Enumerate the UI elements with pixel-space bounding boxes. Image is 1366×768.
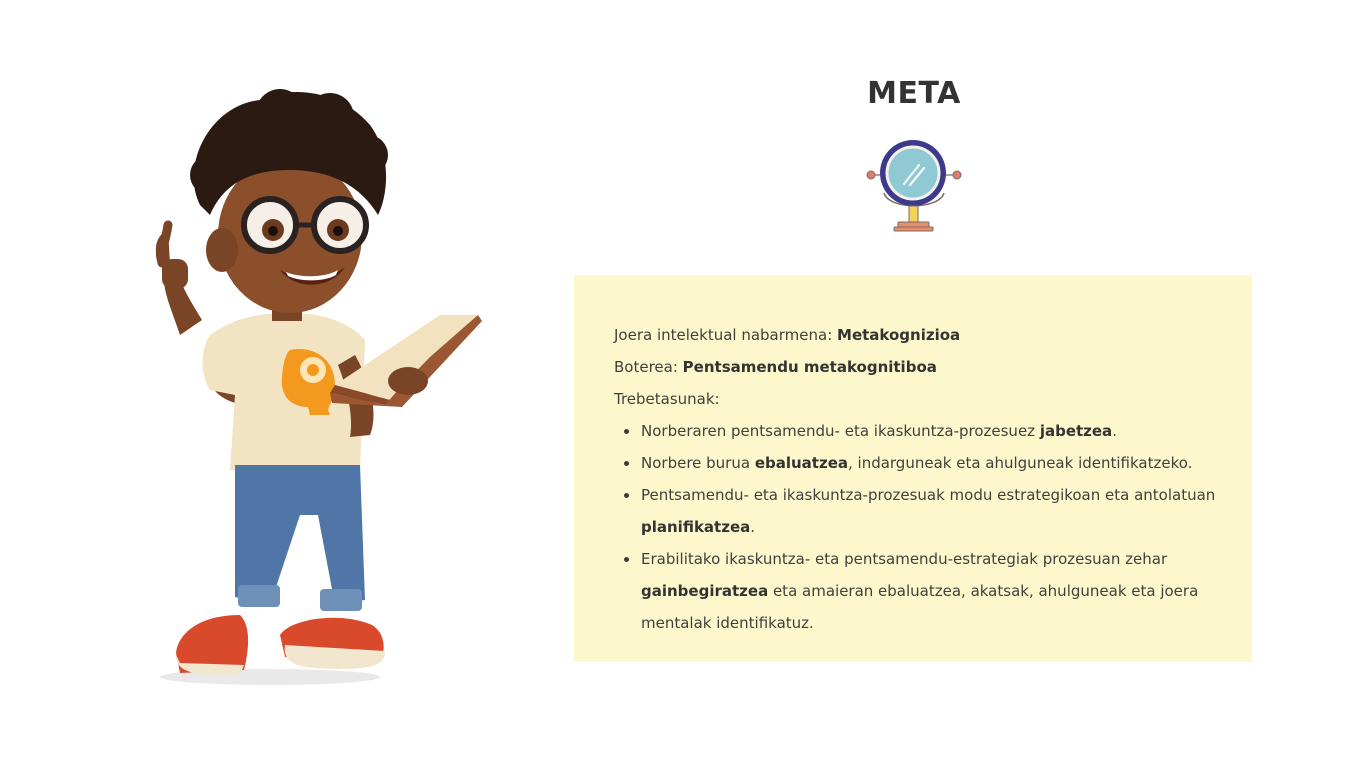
skill-item: Pentsamendu- eta ikaskuntza-prozesuak modu estrategikoan eta antolatuan planifikatzea. — [641, 479, 1221, 543]
skill-item: Erabilitako ikaskuntza- eta pentsamendu-estrategiak prozesuan zehar gainbegiratzea eta amaieran ebaluatzea, akatsak, ahulguneak eta joera mentalak identifikatuz. — [641, 543, 1221, 639]
disposition-label: Joera intelektual nabarmena: — [614, 326, 833, 344]
info-panel — [574, 275, 1252, 662]
power-line — [614, 351, 1216, 383]
mirror-icon — [864, 138, 964, 234]
page-title: META — [867, 76, 961, 111]
power-value: Pentsamendu metakognitiboa — [682, 358, 937, 376]
boy-reading-book-illustration — [140, 85, 490, 690]
skill-item: Norbere burua ebaluatzea, indarguneak eta ahulguneak identifikatzeko. — [641, 447, 1221, 479]
disposition-line — [614, 319, 1216, 351]
skill-item: Norberaren pentsamendu- eta ikaskuntza-prozesuez jabetzea. — [641, 415, 1221, 447]
disposition-value: Metakognizioa — [837, 326, 961, 344]
power-label: Boterea: — [614, 358, 678, 376]
skills-list — [614, 415, 1216, 639]
skills-label: Trebetasunak: — [614, 390, 720, 408]
